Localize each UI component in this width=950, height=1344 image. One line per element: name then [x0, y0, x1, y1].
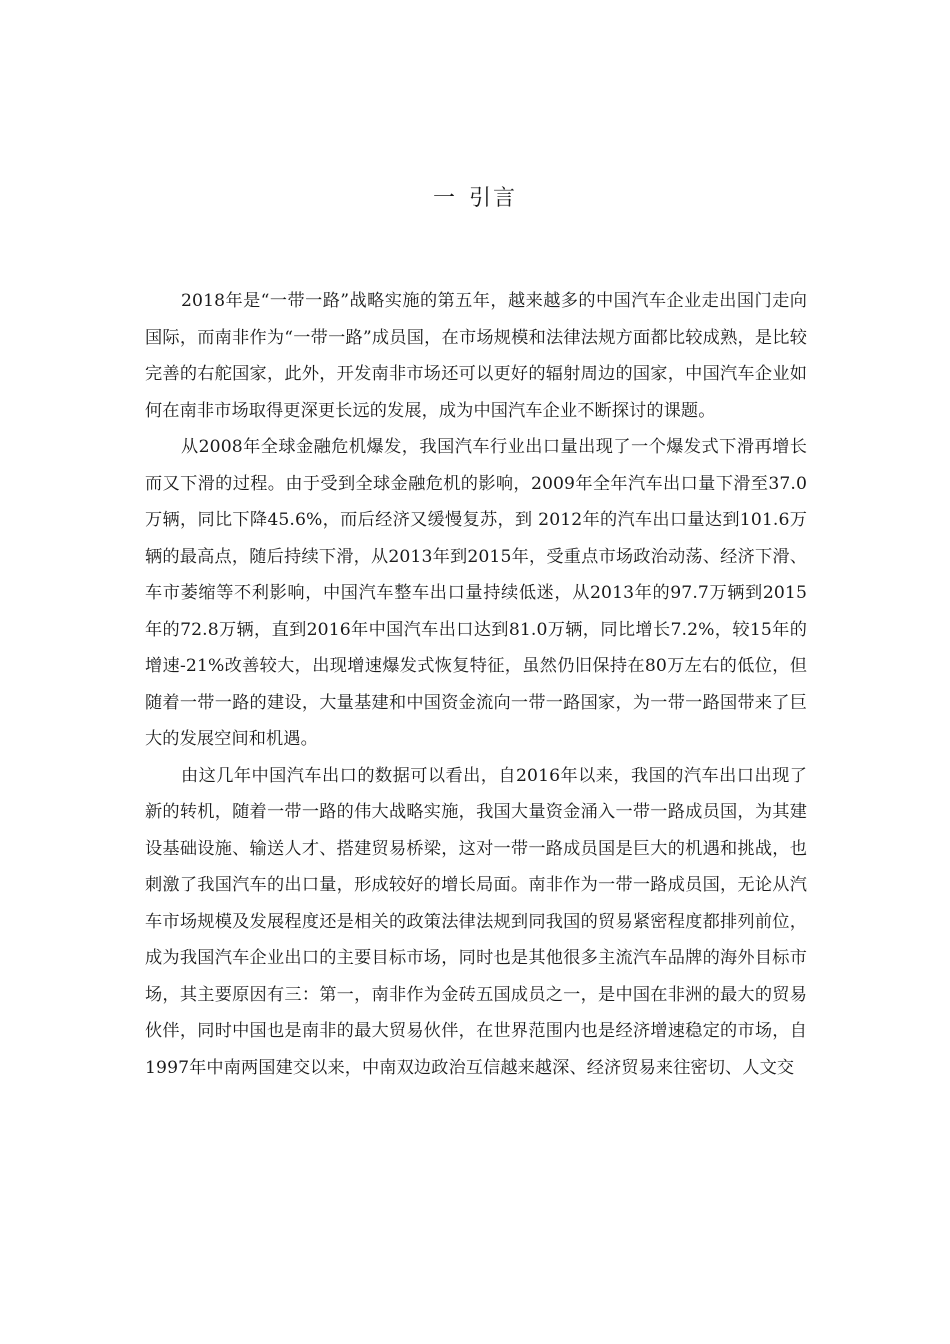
section-number: 一 [432, 186, 457, 211]
section-title: 引言 [469, 186, 518, 211]
paragraph-2: 从2008年全球金融危机爆发，我国汽车行业出口量出现了一个爆发式下滑再增长而又下滑的过程。由于受到全球金融危机的影响，2009年全年汽车出口量下滑至37.0万辆，同比下降45.6%，而后经济又缓慢复苏，到 2012年的汽车出口量达到101.6万辆的最高点，随后持续下滑，从2013年到2015年，受重点市场政治动荡、经济下滑、车市萎缩等不利影响，中国汽车整车出口量持续低迷，从2013年的97.7万辆到2015年的72.8万辆，直到2016年中国汽车出口达到81.0万辆，同比增长7.2%，较15年的增速-21%改善较大，出现增速爆发式恢复特征，虽然仍旧保持在80万左右的低位，但随着一带一路的建设，大量基建和中国资金流向一带一路国家，为一带一路国带来了巨大的发展空间和机遇。 [145, 437, 807, 749]
section-heading [0, 182, 950, 216]
paragraph-3: 由这几年中国汽车出口的数据可以看出，自2016年以来，我国的汽车出口出现了新的转机，随着一带一路的伟大战略实施，我国大量资金涌入一带一路成员国，为其建设基础设施、输送人才、搭建贸易桥梁，这对一带一路成员国是巨大的机遇和挑战，也刺激了我国汽车的出口量，形成较好的增长局面。南非作为一带一路成员国，无论从汽车市场规模及发展程度还是相关的政策法律法规到同我国的贸易紧密程度都排列前位，成为我国汽车企业出口的主要目标市场，同时也是其他很多主流汽车品牌的海外目标市场，其主要原因有三：第一，南非作为金砖五国成员之一，是中国在非洲的最大的贸易伙伴，同时中国也是南非的最大贸易伙伴，在世界范围内也是经济增速稳定的市场，自1997年中南两国建交以来，中南双边政治互信越来越深、经济贸易来往密切、人文交 [145, 765, 807, 1078]
paragraph-1: 2018年是“一带一路”战略实施的第五年，越来越多的中国汽车企业走出国门走向国际，而南非作为“一带一路”成员国，在市场规模和法律法规方面都比较成熟，是比较完善的右舵国家，此外，开发南非市场还可以更好的辐射周边的国家，中国汽车企业如何在南非市场取得更深更长远的发展，成为中国汽车企业不断探讨的课题。 [145, 291, 807, 421]
body-text [145, 283, 807, 1086]
